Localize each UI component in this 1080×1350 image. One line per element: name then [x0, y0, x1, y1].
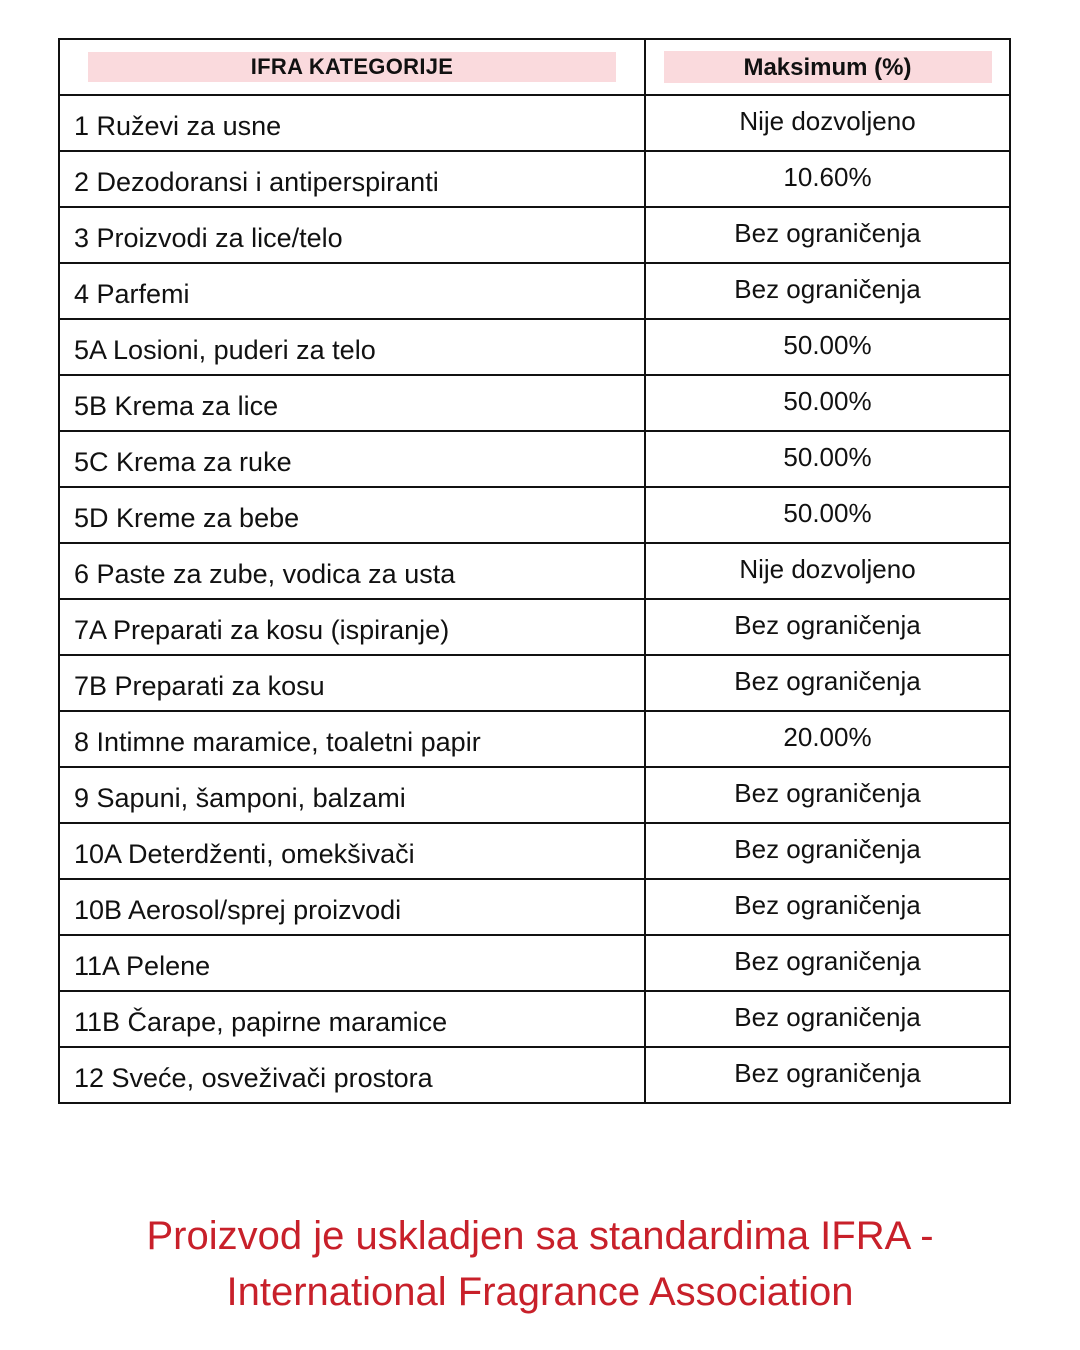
category-cell: 9 Sapuni, šamponi, balzami — [59, 767, 645, 823]
category-cell: 2 Dezodoransi i antiperspiranti — [59, 151, 645, 207]
table-row — [59, 991, 1010, 1047]
table-row — [59, 767, 1010, 823]
category-cell: 3 Proizvodi za lice/telo — [59, 207, 645, 263]
category-cell: 11B Čarape, papirne maramice — [59, 991, 645, 1047]
ifra-table — [58, 38, 1011, 1104]
category-cell: 11A Pelene — [59, 935, 645, 991]
table-row — [59, 487, 1010, 543]
table-row — [59, 935, 1010, 991]
header-category-label: IFRA KATEGORIJE — [88, 52, 616, 82]
category-cell: 8 Intimne maramice, toaletni papir — [59, 711, 645, 767]
table-row — [59, 431, 1010, 487]
maximum-cell: Bez ograničenja — [645, 767, 1010, 823]
table-row — [59, 823, 1010, 879]
category-cell: 5C Krema za ruke — [59, 431, 645, 487]
maximum-cell: Bez ograničenja — [645, 263, 1010, 319]
maximum-cell: 50.00% — [645, 375, 1010, 431]
table-row — [59, 375, 1010, 431]
maximum-cell: 50.00% — [645, 431, 1010, 487]
category-cell: 4 Parfemi — [59, 263, 645, 319]
category-cell: 1 Ruževi za usne — [59, 95, 645, 151]
maximum-cell: Nije dozvoljeno — [645, 95, 1010, 151]
maximum-cell: Bez ograničenja — [645, 1047, 1010, 1103]
maximum-cell: Bez ograničenja — [645, 823, 1010, 879]
table-row — [59, 543, 1010, 599]
category-cell: 12 Sveće, osveživači prostora — [59, 1047, 645, 1103]
header-maximum-cell — [645, 39, 1010, 95]
category-cell: 7A Preparati za kosu (ispiranje) — [59, 599, 645, 655]
table-row — [59, 711, 1010, 767]
maximum-cell: Bez ograničenja — [645, 991, 1010, 1047]
maximum-cell: 10.60% — [645, 151, 1010, 207]
category-cell: 5A Losioni, puderi za telo — [59, 319, 645, 375]
category-cell: 10B Aerosol/sprej proizvodi — [59, 879, 645, 935]
header-category-cell — [59, 39, 645, 95]
maximum-cell: 50.00% — [645, 319, 1010, 375]
table-row — [59, 655, 1010, 711]
table-row — [59, 207, 1010, 263]
header-maximum-label: Maksimum (%) — [664, 51, 992, 83]
category-cell: 10A Deterdženti, omekšivači — [59, 823, 645, 879]
maximum-cell: Bez ograničenja — [645, 207, 1010, 263]
maximum-cell: Bez ograničenja — [645, 599, 1010, 655]
category-cell: 5B Krema za lice — [59, 375, 645, 431]
compliance-note — [0, 1208, 1080, 1320]
maximum-cell: Bez ograničenja — [645, 879, 1010, 935]
table-header-row — [59, 39, 1010, 95]
maximum-cell: Bez ograničenja — [645, 655, 1010, 711]
table-row — [59, 95, 1010, 151]
maximum-cell: 50.00% — [645, 487, 1010, 543]
table-row — [59, 263, 1010, 319]
maximum-cell: Nije dozvoljeno — [645, 543, 1010, 599]
table-row — [59, 319, 1010, 375]
category-cell: 7B Preparati za kosu — [59, 655, 645, 711]
compliance-note-line-1: Proizvod je uskladjen sa standardima IFRA - — [146, 1214, 934, 1258]
category-cell: 5D Kreme za bebe — [59, 487, 645, 543]
category-cell: 6 Paste za zube, vodica za usta — [59, 543, 645, 599]
table-row — [59, 879, 1010, 935]
maximum-cell: Bez ograničenja — [645, 935, 1010, 991]
table-row — [59, 151, 1010, 207]
table-row — [59, 599, 1010, 655]
compliance-note-line-2: International Fragrance Association — [226, 1270, 854, 1314]
maximum-cell: 20.00% — [645, 711, 1010, 767]
table-row — [59, 1047, 1010, 1103]
table-body — [59, 95, 1010, 1103]
